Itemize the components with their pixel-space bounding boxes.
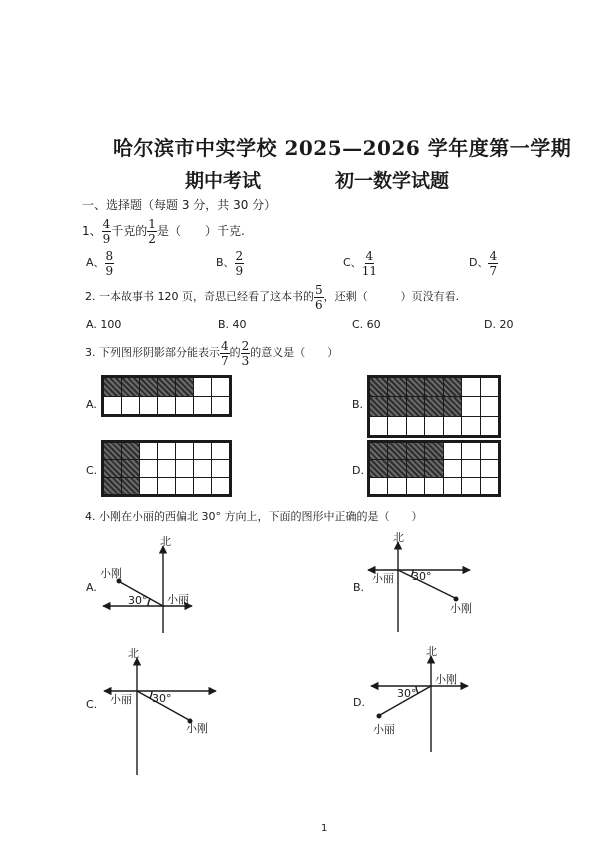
page-title: 哈尔滨市中实学校 2025—2026 学年度第一学期 (113, 136, 572, 160)
q1-f2-den: 2 (148, 232, 156, 246)
q1-option-d-label: D、 (469, 256, 489, 269)
question-4: 4. 小刚在小丽的西偏北 30° 方向上，下面的图形中正确的是（ ） (85, 510, 423, 523)
q4-label-c: C. (86, 698, 98, 711)
q3-f1-den: 7 (221, 353, 229, 368)
q3-text-b: 的意义是（ ） (250, 346, 339, 359)
q3-label-c: C. (86, 464, 98, 477)
q1-option-a-label: A、 (86, 256, 105, 269)
q2-option-b: B. 40 (218, 318, 247, 331)
q1-option-a-den: 9 (105, 263, 114, 278)
q4-c-angle: 30° (152, 692, 172, 705)
q4-d-north: 北 (426, 645, 437, 658)
q2-option-a: A. 100 (86, 318, 122, 331)
q4-diagram-b (368, 542, 470, 632)
q4-b-north: 北 (393, 531, 404, 544)
q4-d-point (377, 714, 382, 719)
q1-option-c-label: C、 (343, 256, 362, 269)
q1-option-c-den: 11 (361, 263, 377, 278)
q4-a-north: 北 (160, 535, 171, 548)
q3-label-d: D. (352, 464, 364, 477)
q4-a-angle-arc (148, 599, 150, 606)
exam-subject: 初一数学试题 (335, 170, 450, 192)
q4-b-li: 小丽 (372, 572, 394, 585)
q4-c-li: 小丽 (110, 693, 132, 706)
q2-text-b: ，还剩（ ）页没有看. (323, 290, 460, 303)
q1-option-d-den: 7 (489, 263, 498, 278)
q3-label-b: B. (352, 398, 364, 411)
q3-f2-den: 3 (241, 353, 250, 368)
q4-c-north: 北 (128, 647, 139, 660)
q3-text-a: 3. 下列图形阴影部分能表示 (85, 346, 220, 359)
q4-d-angle: 30° (397, 687, 417, 700)
q4-diagram-a (103, 546, 192, 633)
q1-option-b-label: B、 (216, 256, 235, 269)
q4-b-angle: 30° (412, 570, 432, 583)
q2-f-den: 6 (314, 297, 323, 312)
q1-f2-num: 1 (148, 217, 156, 231)
q4-label-d: D. (353, 696, 365, 709)
q3-f1-num: 4 (221, 338, 229, 353)
q4-diagram-d (371, 656, 468, 752)
q4-a-gang: 小刚 (100, 567, 122, 580)
q2-option-c: C. 60 (352, 318, 381, 331)
q4-a-angle: 30° (128, 594, 148, 607)
q1-option-b-den: 9 (235, 263, 244, 278)
q4-a-li: 小丽 (167, 593, 189, 606)
q1-prefix: 1、 (82, 224, 102, 238)
q4-label-b: B. (353, 581, 365, 594)
q2-f-num: 5 (314, 282, 323, 297)
q3-text-mid: 的 (229, 346, 241, 359)
q2-text-a: 2. 一本故事书 120 页，奇思已经看了这本书的 (85, 290, 314, 303)
q3-f2-num: 2 (241, 338, 250, 353)
q4-d-gang: 小刚 (435, 673, 457, 686)
q1-suffix: 是（ ）千克. (156, 224, 245, 238)
q4-diagram-c (104, 658, 216, 775)
exam-name: 期中考试 (185, 170, 262, 192)
q1-f1-den: 9 (102, 232, 111, 246)
section-heading: 一、选择题（每题 3 分，共 30 分） (82, 198, 277, 212)
q4-c-gang: 小刚 (186, 722, 208, 735)
q1-mid: 千克的 (111, 224, 148, 238)
q4-b-gang: 小刚 (450, 602, 472, 615)
q1-f1-num: 4 (102, 217, 111, 231)
page-number: 1 (321, 823, 328, 834)
q1-option-c-num: 4 (365, 248, 374, 263)
q3-label-a: A. (86, 398, 97, 411)
q4-label-a: A. (86, 581, 97, 594)
q4-b-point (454, 597, 459, 602)
q1-option-b-num: 2 (235, 248, 244, 263)
q1-option-a-num: 8 (105, 248, 114, 263)
q4-d-li: 小丽 (373, 723, 395, 736)
q2-option-d: D. 20 (484, 318, 514, 331)
q1-option-d-num: 4 (489, 248, 498, 263)
